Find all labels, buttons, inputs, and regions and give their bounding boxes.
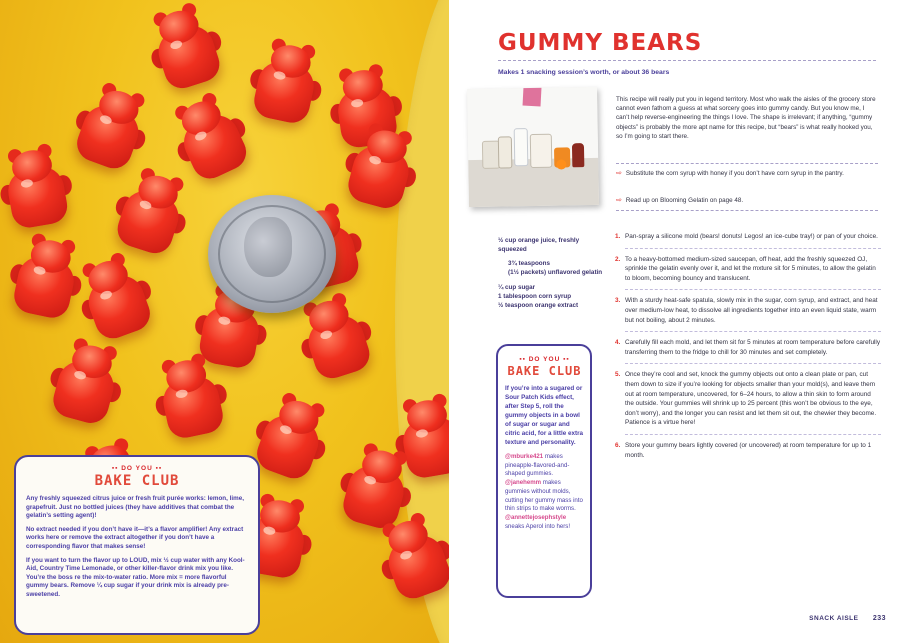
gelatin-box <box>530 134 553 168</box>
ingredient-item: ½ cup orange juice, freshly squeezed <box>498 237 580 253</box>
ingredient-list <box>498 236 608 315</box>
dime-portrait <box>244 217 292 277</box>
divider <box>616 210 878 211</box>
dime-coin <box>208 195 336 313</box>
yield-line: Makes 1 snacking session’s worth, or about 36 bears <box>498 69 670 76</box>
page-number: 233 <box>872 615 886 622</box>
box-title: BAKE CLUB <box>94 473 180 489</box>
headnote: This recipe will really put you in legend territory. Most who walk the aisles of the grocery store cannot even fathom a guess at what sorcery goes into gummy candy. But you know me, I can’t help reverse-engineering the things I love. The shape is irrelevant; if anything, “gummy objects” is probably the more apt name for this recipe, but “bears” is what really hooked you, so I’m going to start there. <box>616 96 876 140</box>
ingredient-item: 3¾ teaspoons <box>508 260 550 267</box>
ingredient-item: ½ teaspoon orange extract <box>498 302 579 309</box>
step-item: 2. To a heavy-bottomed medium-sized saucepan, off heat, add the freshly squeezed OJ, sprinkle the gelatin evenly over it, and let the mxture sit for 5 minutes, to allow the gelatin to bloom, becoming bouncy and translucent. <box>615 255 876 282</box>
step-item: 4. Carefully fill each mold, and let them sit for 5 minutes at room temperature before carefully transferring them to the fridge to chill for 30 minutes and set completely. <box>615 339 881 356</box>
box-tag: ▪▪ DO YOU ▪▪ <box>111 465 163 472</box>
box-tag: ▪▪ DO YOU ▪▪ <box>519 356 570 363</box>
recipe-title: GUMMY BEARS <box>498 30 703 56</box>
ingredient-item: 1 tablespoon corn syrup <box>498 293 572 300</box>
page-footer <box>809 615 886 622</box>
reader-credit: @janehemm makes gummies without molds, cutting her gummy mass into thin strips to make worms. <box>505 479 583 513</box>
recipe-page <box>451 0 900 643</box>
section-name: SNACK AISLE <box>809 615 859 622</box>
arrow-icon: ⇨ <box>616 197 622 204</box>
social-handle: @mburke421 <box>505 453 544 460</box>
gummy-bear <box>41 337 131 431</box>
step-item: 5. Once they’re cool and set, knock the gummy objects out onto a clean plate or pan, cut them down to size if you’re looking for objects smaller than your mold(s), and leave them out at room temperature, uncovered, for 6–24 hours, to allow a thin skin to form around the outside. Your gummies will shrink up to 25 percent (this won’t be obvious to the eye, don’t worry), and the longer you can resist and let them sit out, the chewier they become. Patience is a virtue here! <box>615 371 877 427</box>
step-item: 3. With a sturdy heat-safe spatula, slowly mix in the sugar, corn syrup, and extract, and heat over medium-low heat, to dissolve all ingredients together into an even liquid state, warm but not boiling, about 2 minutes. <box>615 297 878 324</box>
bake-club-variations-box <box>496 344 592 598</box>
divider <box>498 60 876 61</box>
recipe-tip: ⇨ Read up on Blooming Gelatin on page 48. <box>616 197 744 204</box>
gummy-bear <box>140 1 233 97</box>
corn-syrup-bottle <box>514 128 529 166</box>
gummy-bear <box>64 80 158 178</box>
tip-paragraph: No extract needed if you don’t have it—it’s a flavor amplifier! Any extract works here or remove the extract altogether if you don’t have a corresponding flavor that makes sense! <box>26 525 244 550</box>
gummy-bear <box>0 144 78 233</box>
gummy-bear <box>105 166 198 262</box>
gummy-bear <box>243 38 330 129</box>
step-item: 1. Pan-spray a silicone mold (bears! donuts! Legos! an ice-cube tray!) or pan of your choice. <box>615 233 878 240</box>
ingredients-photo <box>467 87 599 207</box>
social-handle: @annettejosephstyle <box>505 513 567 521</box>
reader-credit: @mburke421 makes pineapple-flavored-and-shaped gummies. <box>505 453 570 478</box>
variation-text: If you’re into a sugared or Sour Patch Kids effect, after Step 5, roll the gummy objects in a bowl of sugar or sugar and citric acid, for a little extra texture and personality. <box>505 385 584 446</box>
box-title: BAKE CLUB <box>507 364 582 378</box>
divider <box>616 163 878 164</box>
ingredient-item: (1½ packets) unflavored gelatin <box>508 269 603 276</box>
tip-paragraph: If you want to turn the flavor up to LOUD, mix ½ cup water with any Kool-Aid, Country Time Lemonade, or other killer-flavor drink mix you like. You’re the boss re the mix-to-water ratio. More mix = more flavorful gummy bears. Remove ¼ cup sugar if your drink mix is already pre-sweetened. <box>26 556 245 598</box>
arrow-icon: ⇨ <box>616 170 622 177</box>
juice-carton <box>498 136 513 168</box>
social-handle: @janehemm <box>505 479 542 487</box>
tip-paragraph: Any freshly squeezed citrus juice or fresh fruit purée works: lemon, lime, grapefruit. Just no bottled juices (they have additives that combat the gelatin’s setting agent)! <box>26 495 245 520</box>
recipe-tip: ⇨ Substitute the corn syrup with honey if you don’t have corn syrup in the pantry. <box>616 170 844 177</box>
method-steps <box>615 232 881 466</box>
step-item: 6. Store your gummy bears lightly covered (or uncovered) at room temperature for up to 1 month. <box>615 441 872 459</box>
bake-club-tips-box <box>14 455 260 635</box>
ingredient-item: ¼ cup sugar <box>498 284 536 291</box>
extract-bottle <box>572 143 584 167</box>
reader-credit: @annettejosephstyle sneaks Aperol into hers! <box>505 513 571 530</box>
photo-page <box>0 0 449 643</box>
washi-tape <box>523 87 542 107</box>
